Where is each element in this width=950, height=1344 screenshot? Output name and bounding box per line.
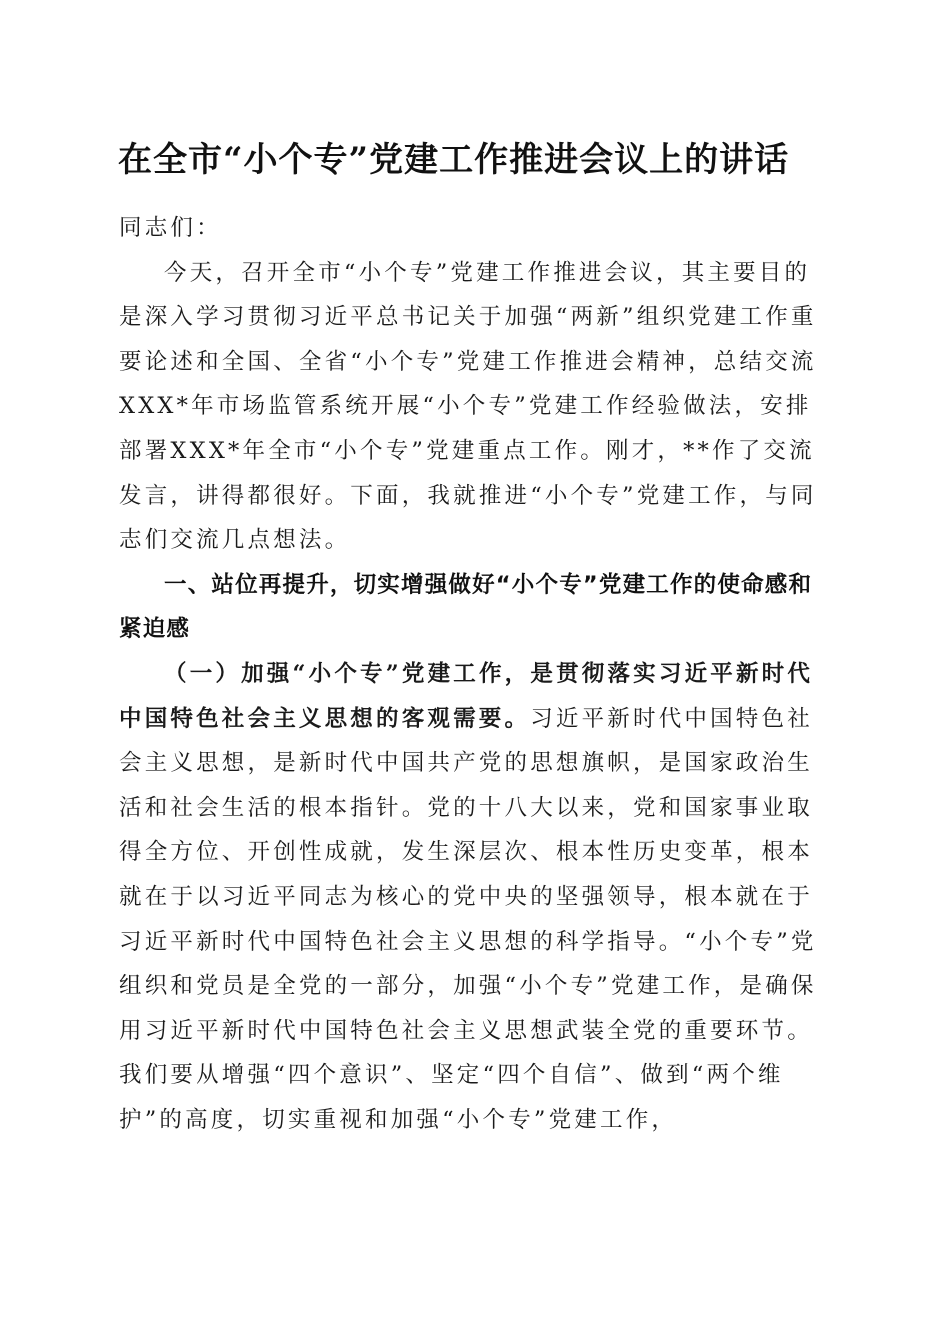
- subsection-one-paragraph: [119, 652, 823, 1143]
- subsection-one-heading: （一）加强“小个专”党建工作，是贯彻落实习近平新时代中国特色社会主义思想的客观需要。: [119, 660, 814, 732]
- greeting: 同志们：: [119, 215, 222, 241]
- intro-paragraph: 今天，召开全市“小个专”党建工作推进会议，其主要目的是深入学习贯彻习近平总书记关于加强“两新”组织党建工作重要论述和全国、全省“小个专”党建工作推进会精神，总结交流XXX*年市场监管系统开展“小个专”党建工作经验做法，安排部署XXX*年全市“小个专”党建重点工作。刚才，**作了交流发言，讲得都很好。下面，我就推进“小个专”党建工作，与同志们交流几点想法。: [119, 259, 817, 554]
- section-one-heading: 一、站位再提升，切实增强做好“小个专”党建工作的使命感和紧迫感: [119, 571, 813, 643]
- document-body: [119, 206, 823, 1142]
- document-title: 在全市“小个专”党建工作推进会议上的讲话: [118, 140, 790, 180]
- subsection-one-body: 习近平新时代中国特色社会主义思想，是新时代中国共产党的思想旗帜，是国家政治生活和社会生活的根本指针。党的十八大以来，党和国家事业取得全方位、开创性成就，发生深层次、根本性历史变革，根本就在于以习近平同志为核心的党中央的坚强领导，根本就在于习近平新时代中国特色社会主义思想的科学指导。“小个专”党组织和党员是全党的一部分，加强“小个专”党建工作，是确保用习近平新时代中国特色社会主义思想武装全党的重要环节。我们要从增强“四个意识”、坚定“四个自信”、做到“两个维护”的高度，切实重视和加强“小个专”党建工作，: [119, 705, 817, 1133]
